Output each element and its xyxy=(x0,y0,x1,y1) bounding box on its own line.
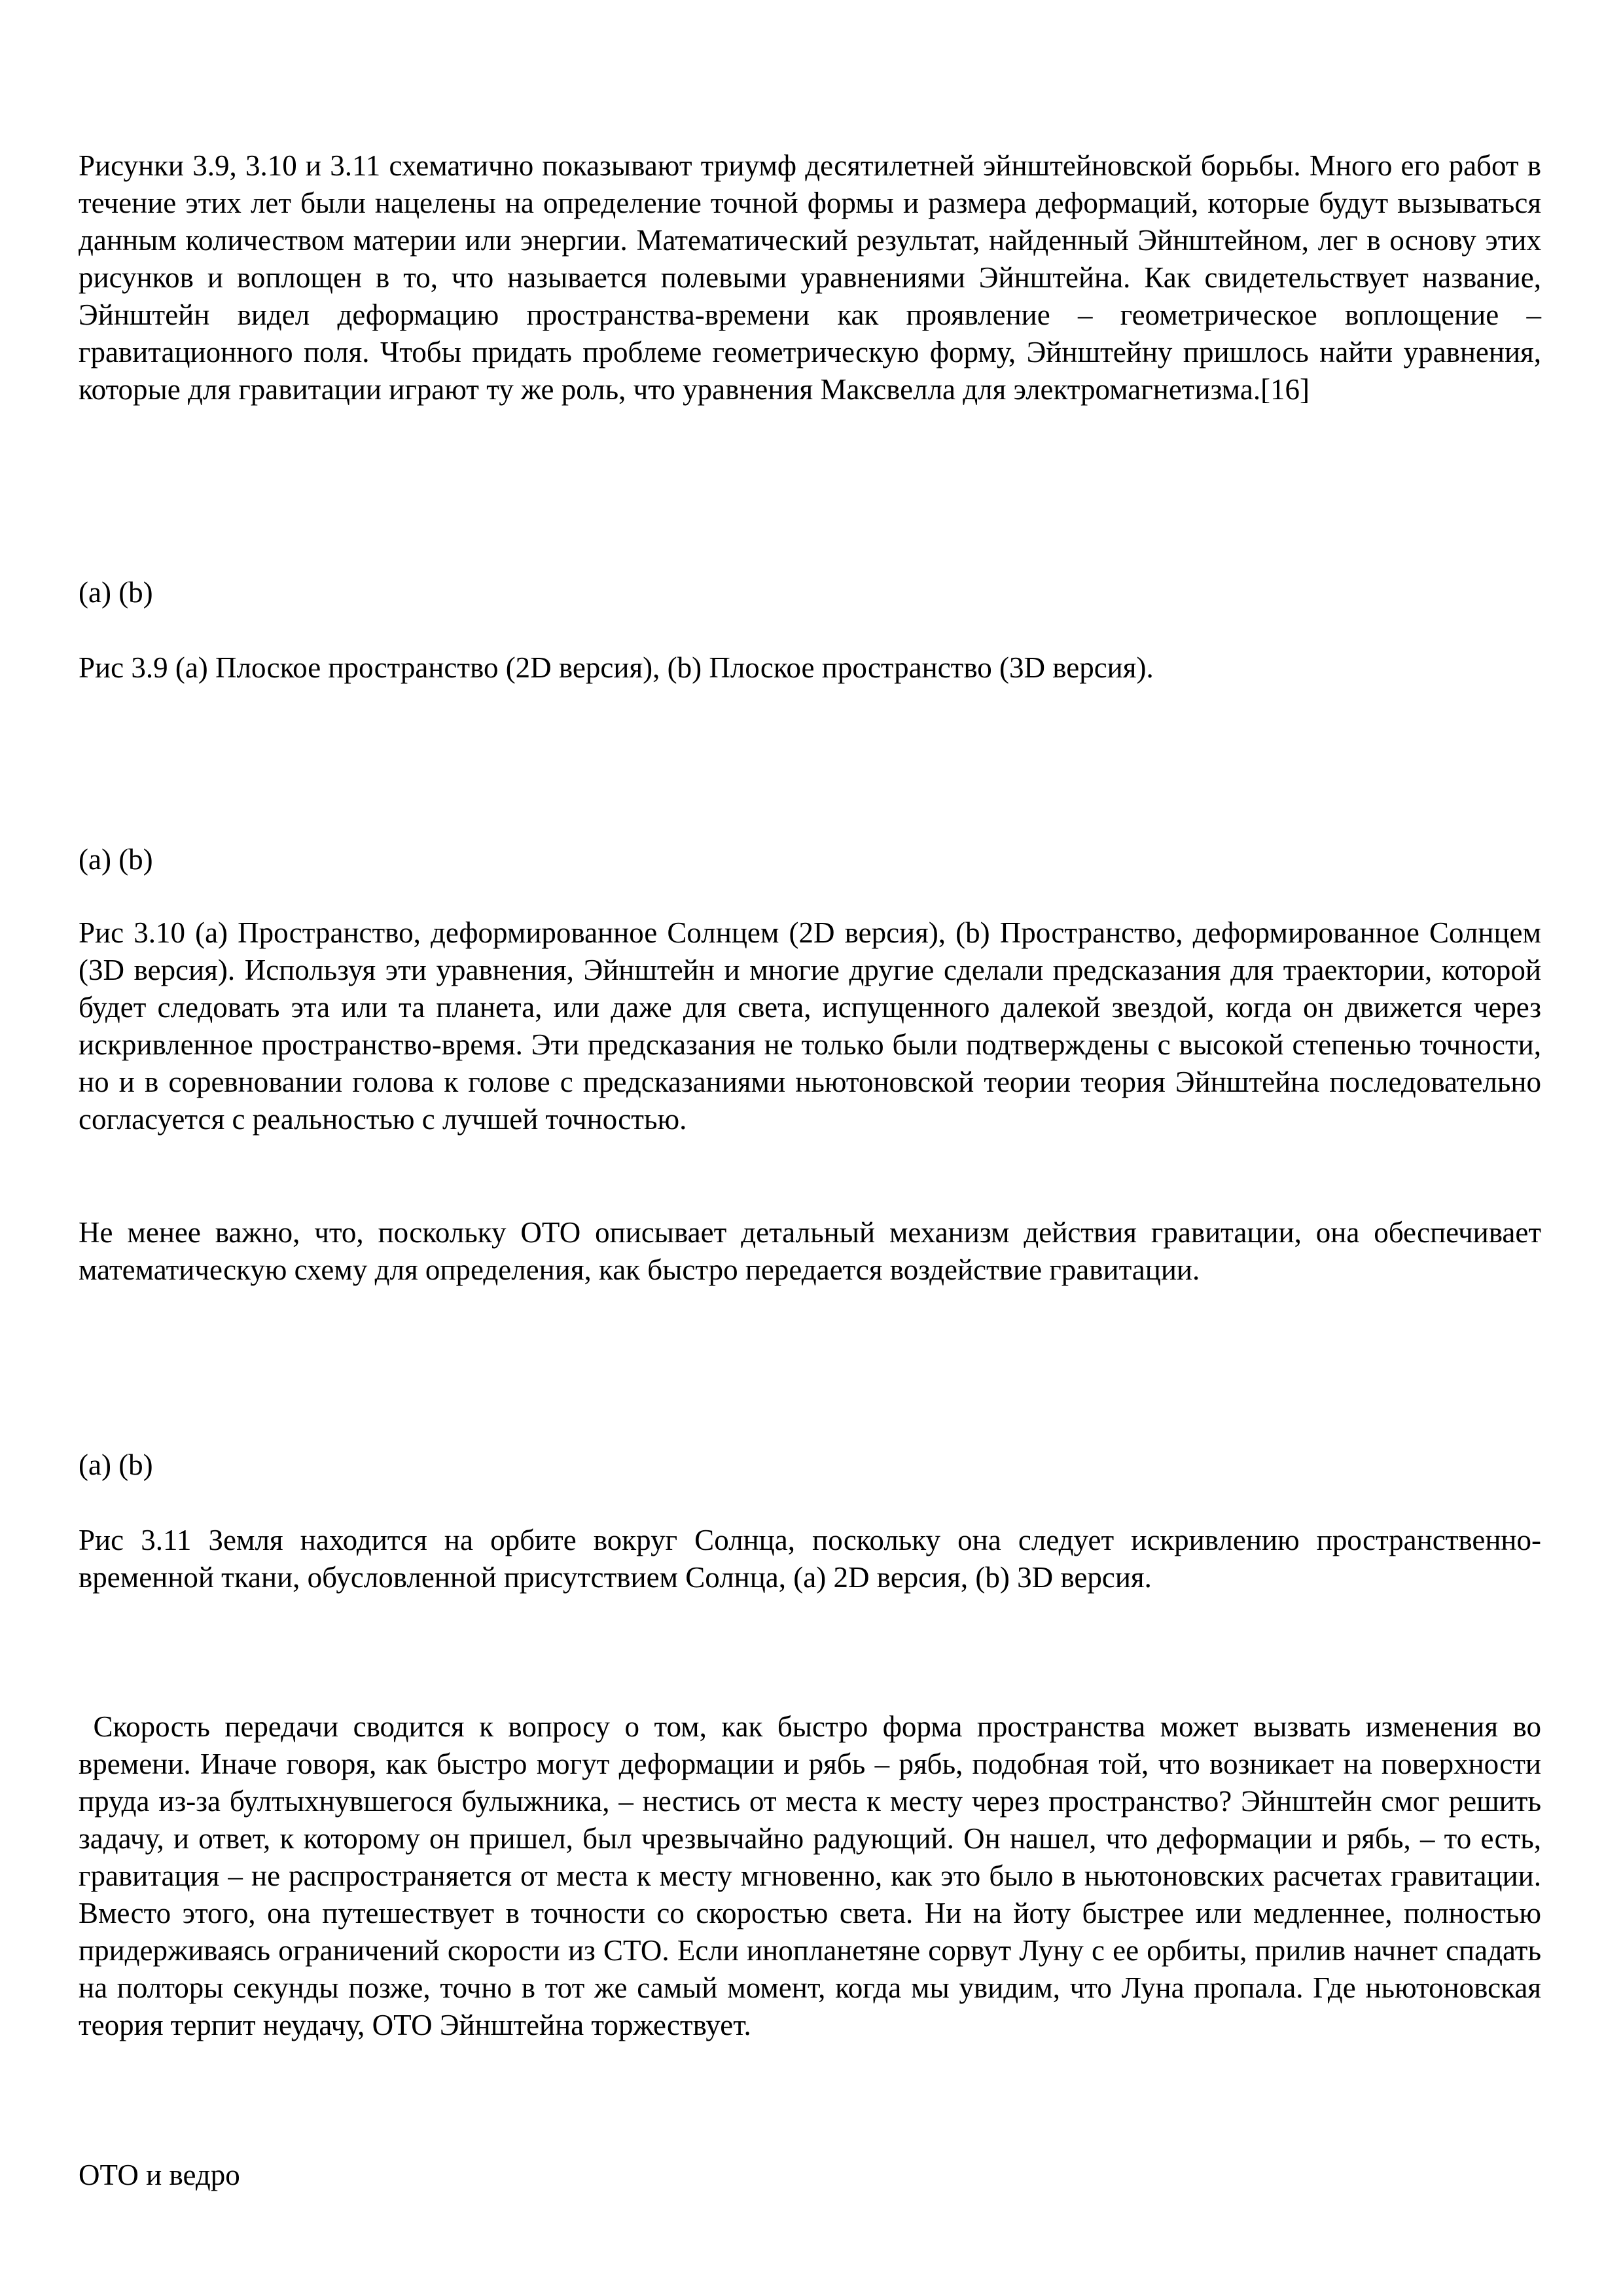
transmission-speed-paragraph: Скорость передачи сводится к вопросу о том, как быстро форма пространства может вызвать изменения во времени. Иначе говоря, как быстро могут деформации и рябь – рябь, подобная той, что возникает на поверхности пруда из-за бултыхнувшегося булыжника, – нестись от места к месту через пространство? Эйнштейн смог решить задачу, и ответ, к которому он пришел, был чрезвычайно радующий. Он нашел, что деформации и рябь, – то есть, гравитация – не распространяется от места к месту мгновенно, как это было в ньютоновских расчетах гравитации. Вместо этого, она путешествует в точности со скоростью света. Ни на йоту быстрее или медленнее, полностью придерживаясь ограничений скорости из СТО. Если инопланетяне сорвут Луну с ее орбиты, прилив начнет спадать на полторы секунды позже, точно в тот же самый момент, когда мы увидим, что Луна пропала. Где ньютоновская теория терпит неудачу, ОТО Эйнштейна торжествует. xyxy=(79,1710,1549,2041)
intro-paragraph: Рисунки 3.9, 3.10 и 3.11 схематично показывают триумф десятилетней эйнштейновской борьбы. Много его работ в течение этих лет были нацелены на определение точной формы и размера деформаций, которые будут вызываться данным количеством материи или энергии. Математический результат, найденный Эйнштейном, лег в основу этих рисунков и воплощен в то, что называется полевыми уравнениями Эйнштейна. Как свидетельствует название, Эйнштейн видел деформацию пространства-времени как проявление – геометрическое воплощение – гравитационного поля. Чтобы придать проблеме геометрическую форму, Эйнштейну пришлось найти уравнения, которые для гравитации играют ту же роль, что уравнения Максвелла для электромагнетизма.[16] xyxy=(79,149,1541,406)
figure-panel-labels-3-10: (a) (b) xyxy=(79,843,153,876)
gravity-speed-paragraph: Не менее важно, что, поскольку ОТО описывает детальный механизм действия гравитации, она обеспечивает математическую схему для определения, как быстро передается воздействие гравитации. xyxy=(79,1216,1541,1286)
figure-caption-3-9: Рис 3.9 (a) Плоское пространство (2D версия), (b) Плоское пространство (3D версия). xyxy=(79,651,1154,684)
figure-panel-labels-3-11: (a) (b) xyxy=(79,1448,153,1481)
section-heading: ОТО и ведро xyxy=(79,2159,240,2191)
figure-caption-3-10: Рис 3.10 (a) Пространство, деформированное Солнцем (2D версия), (b) Пространство, деформированное Солнцем (3D версия). Используя эти уравнения, Эйнштейн и многие другие сделали предсказания для траектории, которой будет следовать эта или та планета, или даже для света, испущенного далекой звездой, когда он движется через искривленное пространство-время. Эти предсказания не только были подтверждены с высокой степенью точности, но и в соревновании голова к голове с предсказаниями ньютоновской теории теория Эйнштейна последовательно согласуется с реальностью с лучшей точностью. xyxy=(79,916,1541,1136)
figure-panel-labels-3-9: (a) (b) xyxy=(79,576,153,609)
figure-caption-3-11: Рис 3.11 Земля находится на орбите вокруг Солнца, поскольку она следует искривлению пространственно-временной ткани, обусловленной присутствием Солнца, (a) 2D версия, (b) 3D версия. xyxy=(79,1524,1541,1594)
